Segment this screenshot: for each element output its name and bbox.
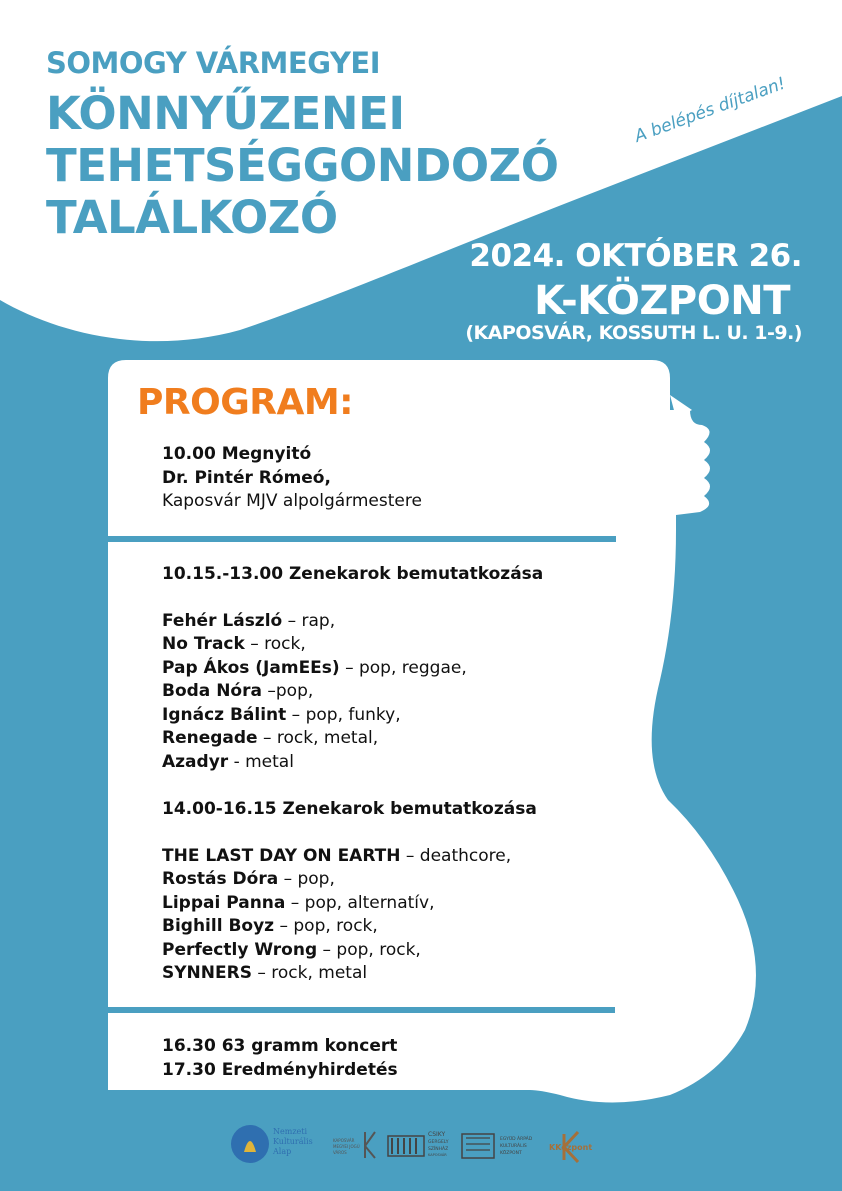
csiky-line-4: KAPOSVÁR bbox=[428, 1153, 447, 1157]
act-name: Boda Nóra bbox=[162, 681, 262, 701]
title-line-3: TALÁLKOZÓ bbox=[46, 191, 338, 244]
nka-line-2: Kulturális bbox=[273, 1137, 313, 1146]
act-name: Lippai Panna bbox=[162, 892, 286, 913]
act-row bbox=[162, 751, 543, 775]
event-venue: K-KÖZPONT bbox=[534, 278, 790, 324]
act-genre: – pop, reggae, bbox=[339, 657, 467, 678]
act-genre: – pop, alternatív, bbox=[285, 892, 435, 913]
act-genre: – pop, rock, bbox=[317, 939, 421, 960]
title-line-1: KÖNNYŰZENEI bbox=[46, 87, 405, 140]
opening-speaker-role: Kaposvár MJV alpolgármestere bbox=[162, 491, 422, 511]
egyed-line-2: KULTURÁLIS bbox=[500, 1144, 527, 1149]
act-genre: –pop, bbox=[261, 681, 314, 701]
section-divider bbox=[108, 536, 616, 542]
k-kozpont-text: KKözpont bbox=[549, 1143, 593, 1152]
act-name: SYNNERS bbox=[162, 963, 252, 983]
act-row bbox=[162, 610, 543, 634]
act-genre: - metal bbox=[228, 751, 294, 772]
session-1-title: 10.15.-13.00 Zenekarok bemutatkozása bbox=[162, 564, 544, 584]
session-2-acts bbox=[162, 845, 537, 986]
nka-line-3: Alap bbox=[273, 1147, 292, 1156]
session-2-title: 14.00-16.15 Zenekarok bemutatkozása bbox=[162, 799, 537, 819]
act-name: THE LAST DAY ON EARTH bbox=[162, 845, 401, 866]
opening-speaker: Dr. Pintér Rómeó, bbox=[162, 467, 331, 488]
session-1 bbox=[162, 563, 543, 774]
act-name: Fehér László bbox=[162, 610, 283, 631]
csiky-theatre-logo bbox=[388, 1131, 449, 1157]
act-row bbox=[162, 633, 543, 657]
act-genre: – rock, metal, bbox=[257, 728, 379, 748]
kaposvar-line-3: VÁROS bbox=[333, 1150, 347, 1155]
act-row bbox=[162, 868, 537, 892]
act-genre: – pop, bbox=[278, 869, 335, 889]
act-row bbox=[162, 962, 537, 986]
results-time: 17.30 Eredményhirdetés bbox=[162, 1059, 398, 1080]
act-row bbox=[162, 704, 543, 728]
nka-line-1: Nemzeti bbox=[273, 1127, 308, 1136]
act-name: Pap Ákos (JamEEs) bbox=[162, 657, 340, 678]
closing-block bbox=[162, 1035, 398, 1082]
event-date: 2024. OKTÓBER 26. bbox=[469, 238, 802, 274]
egyed-line-3: KÖZPONT bbox=[500, 1151, 522, 1156]
venue-address: (KAPOSVÁR, KOSSUTH L. U. 1-9.) bbox=[465, 322, 802, 344]
act-genre: – pop, rock, bbox=[274, 916, 378, 936]
act-genre: – pop, funky, bbox=[286, 704, 401, 725]
csiky-line-1: CSIKY bbox=[428, 1131, 446, 1138]
session-1-acts bbox=[162, 610, 543, 775]
header-region: SOMOGY VÁRMEGYEI bbox=[46, 46, 380, 80]
act-name: Azadyr bbox=[162, 751, 229, 772]
act-name: Bighill Boyz bbox=[162, 916, 275, 936]
act-genre: – rock, metal bbox=[251, 963, 368, 983]
section-divider bbox=[108, 1007, 615, 1013]
act-row bbox=[162, 657, 543, 681]
csiky-line-3: SZÍNHÁZ bbox=[428, 1147, 449, 1152]
act-row bbox=[162, 939, 537, 963]
kaposvar-line-2: MEGYEI JOGÚ bbox=[333, 1144, 360, 1149]
free-entry-note: A belépés díjtalan! bbox=[632, 73, 789, 147]
act-row bbox=[162, 727, 543, 751]
event-title bbox=[46, 88, 606, 244]
act-row bbox=[162, 892, 537, 916]
k-kozpont-logo bbox=[549, 1132, 592, 1162]
opening-block bbox=[162, 443, 422, 514]
opening-time: 10.00 Megnyitó bbox=[162, 444, 312, 464]
csiky-line-2: GERGELY bbox=[428, 1140, 449, 1145]
act-row bbox=[162, 915, 537, 939]
concert-time: 16.30 63 gramm koncert bbox=[162, 1036, 398, 1056]
act-name: Renegade bbox=[162, 728, 258, 748]
kaposvar-line-1: KAPOSVÁR bbox=[333, 1138, 355, 1143]
act-row bbox=[162, 845, 537, 869]
title-line-2: TEHETSÉGGONDOZÓ bbox=[46, 139, 559, 192]
act-name: No Track bbox=[162, 634, 245, 654]
act-name: Ignácz Bálint bbox=[162, 704, 287, 725]
act-genre: – rap, bbox=[282, 610, 336, 631]
egyed-line-1: EGYÜD ÁRPÁD bbox=[500, 1137, 533, 1142]
act-genre: – deathcore, bbox=[400, 845, 512, 866]
program-heading: PROGRAM: bbox=[137, 382, 354, 423]
act-genre: – rock, bbox=[244, 634, 306, 654]
egyed-arpad-logo bbox=[462, 1134, 533, 1158]
nka-logo bbox=[231, 1125, 313, 1163]
sponsor-logos bbox=[230, 1120, 610, 1170]
act-row bbox=[162, 680, 543, 704]
session-2 bbox=[162, 798, 537, 986]
act-name: Rostás Dóra bbox=[162, 869, 279, 889]
act-name: Perfectly Wrong bbox=[162, 939, 318, 960]
kaposvar-logo bbox=[333, 1132, 375, 1158]
